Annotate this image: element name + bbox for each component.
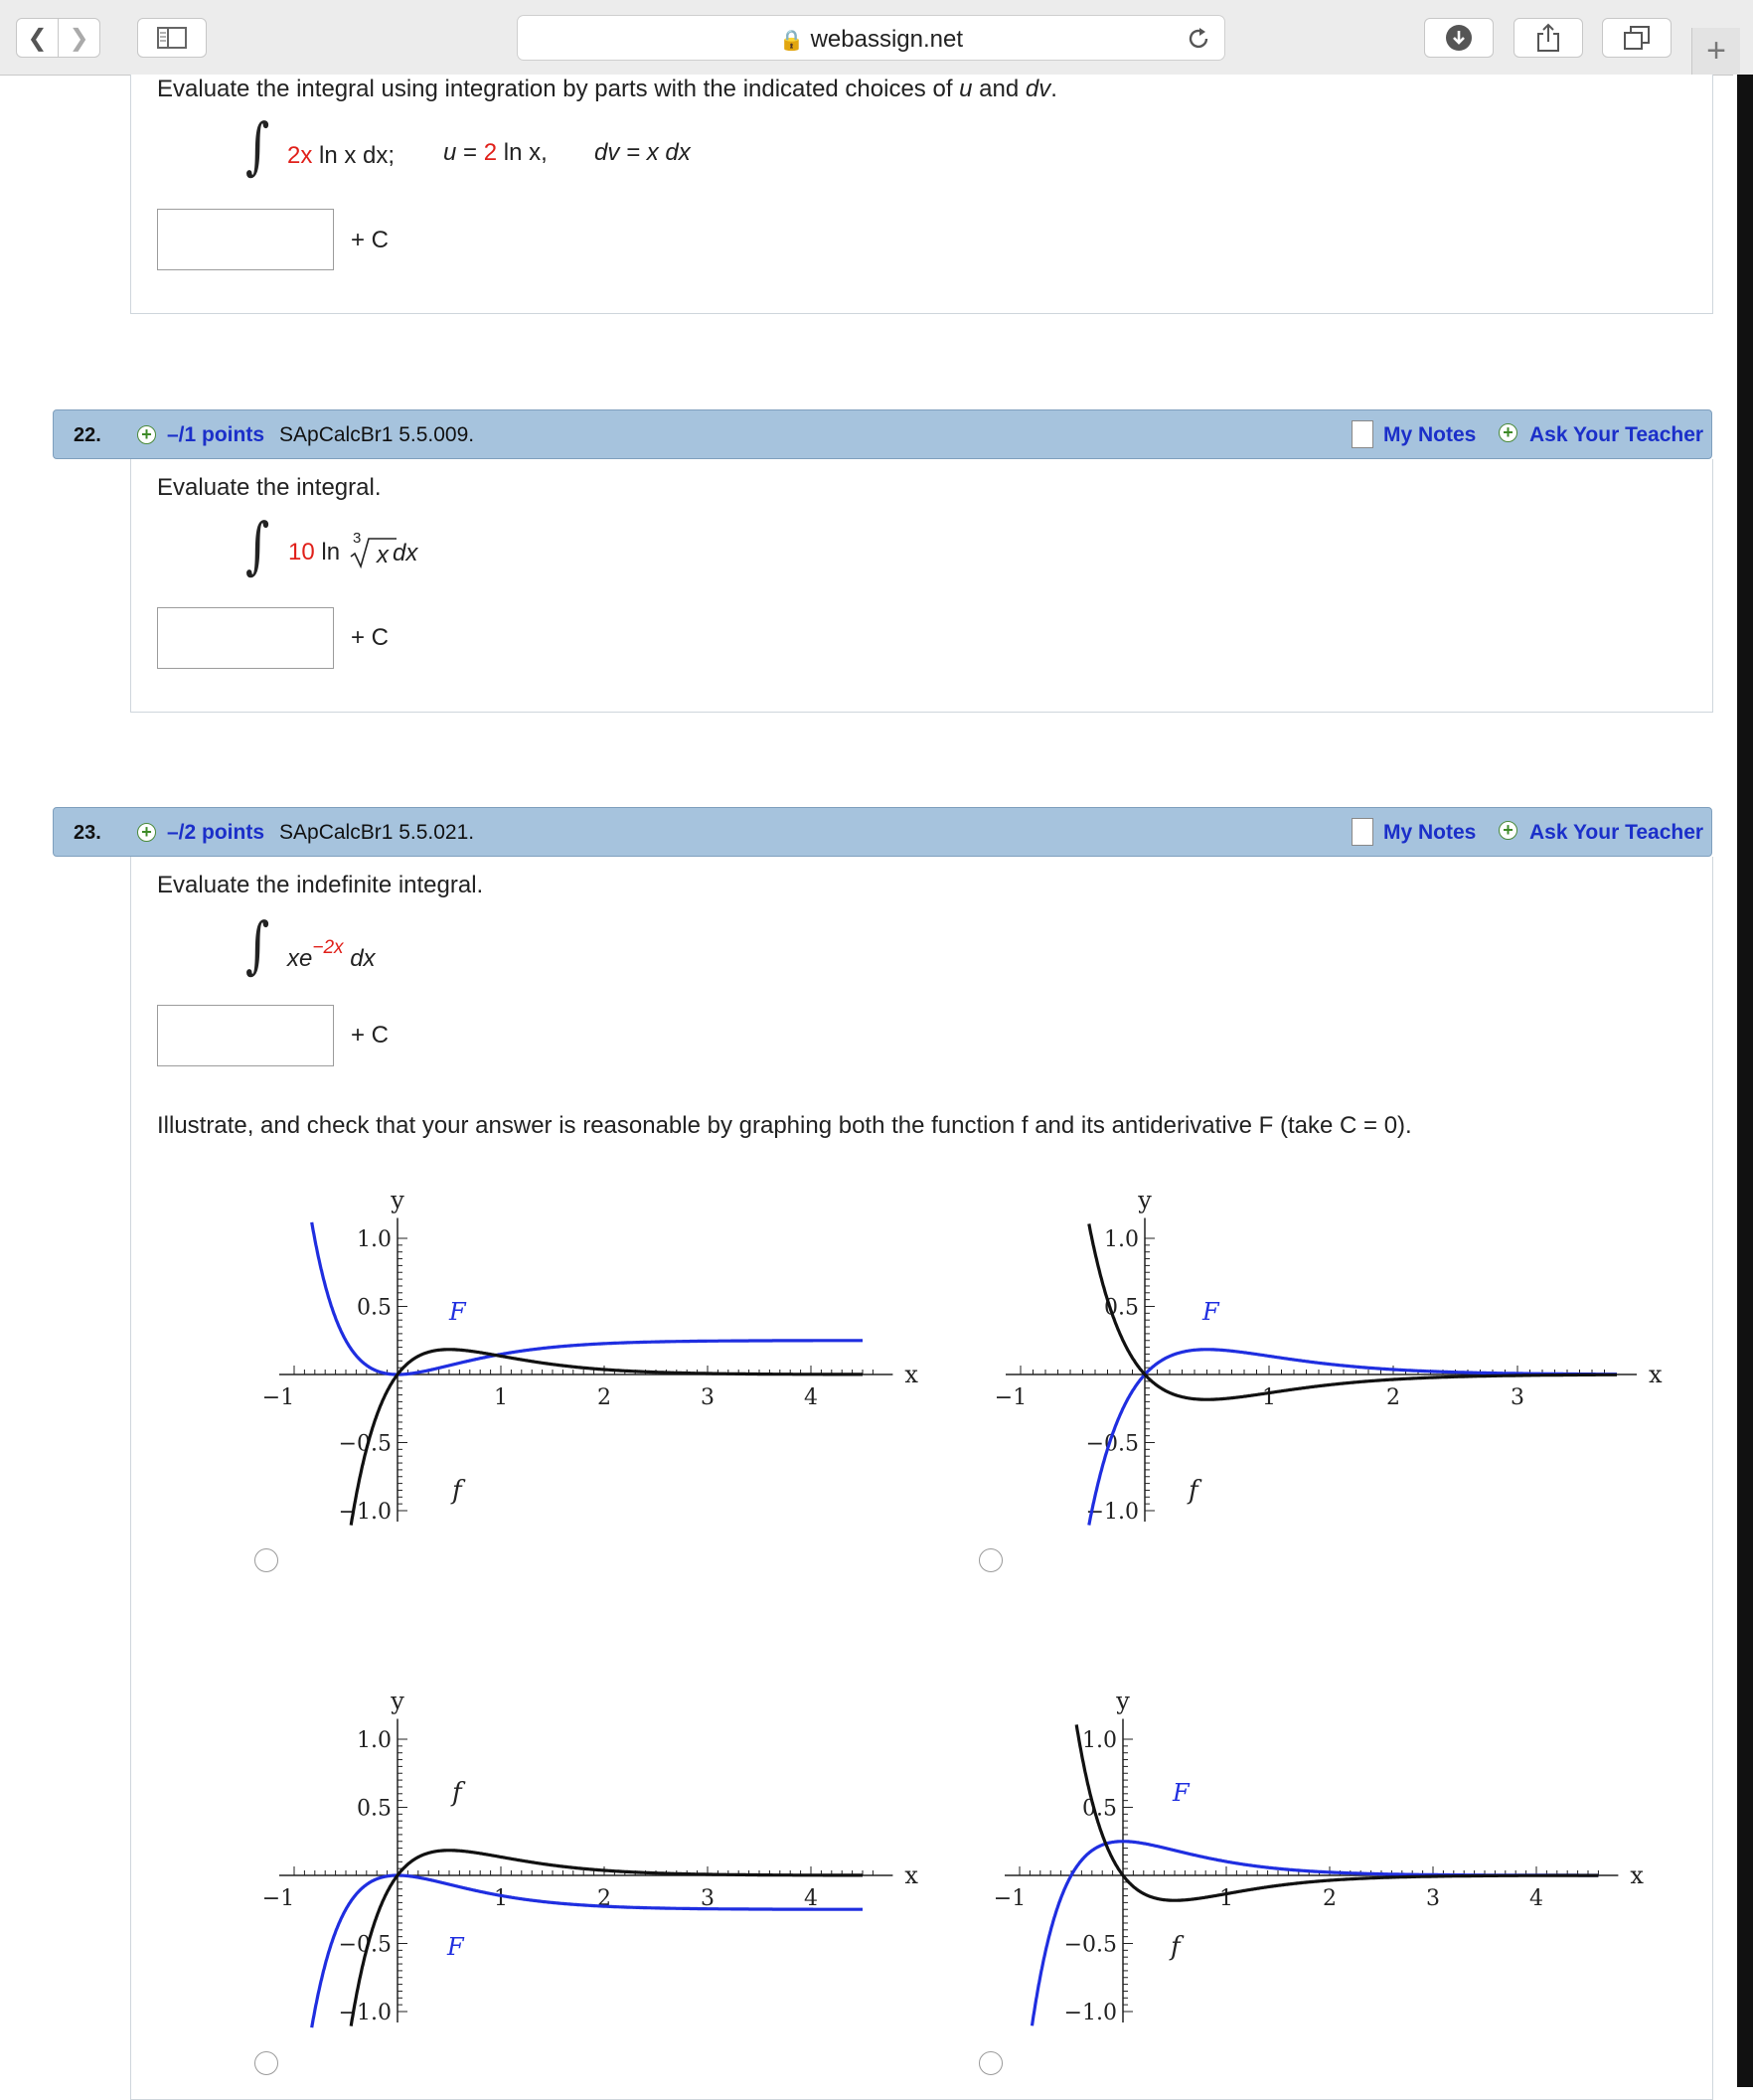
notes-doc-icon[interactable] xyxy=(1352,420,1373,448)
y-tick-label: 0.5 xyxy=(1104,1295,1139,1321)
url-text: webassign.net xyxy=(810,26,963,53)
y-tick-label: 0.5 xyxy=(357,1295,392,1321)
y-tick-label: −1.0 xyxy=(1085,1500,1139,1525)
x-tick-label: 1 xyxy=(1219,1886,1233,1911)
problem-code: SApCalcBr1 5.5.021. xyxy=(279,821,475,844)
x-tick-label: 3 xyxy=(701,1886,715,1911)
y-tick-label: 0.5 xyxy=(1082,1796,1117,1822)
share-button[interactable] xyxy=(1514,18,1583,58)
F-antiderivative-curve xyxy=(312,1222,863,1374)
radio-option-c[interactable] xyxy=(254,2051,278,2075)
back-icon: ❮ xyxy=(27,24,48,52)
radical-icon xyxy=(349,537,398,568)
x-axis-label: x xyxy=(1630,1861,1644,1889)
radio-option-a[interactable] xyxy=(254,1548,278,1572)
new-tab-button[interactable]: + xyxy=(1691,28,1740,75)
reload-icon[interactable] xyxy=(1186,26,1211,52)
radio-option-d[interactable] xyxy=(979,2051,1003,2075)
tabs-button[interactable] xyxy=(1602,18,1672,58)
graph-option-c xyxy=(258,1652,918,2079)
question-number: 22. xyxy=(74,424,101,446)
ask-plus-icon[interactable]: + xyxy=(1499,821,1517,840)
q23-integrand: $xe^{-2x}$ dx xyxy=(287,937,376,972)
y-tick-label: 1.0 xyxy=(1082,1728,1117,1753)
q21-plus-c: + C xyxy=(351,227,390,253)
q22-prompt: Evaluate the integral. xyxy=(157,474,382,501)
x-tick-label: 3 xyxy=(1511,1385,1524,1410)
lock-icon: 🔒 xyxy=(778,30,804,52)
y-tick-label: 1.0 xyxy=(357,1227,392,1252)
expand-plus-icon[interactable]: + xyxy=(137,425,156,444)
q23-plus-c: + C xyxy=(351,1022,390,1049)
question-21-panel xyxy=(130,75,1713,314)
x-tick-label: 2 xyxy=(1323,1886,1337,1911)
q22-plus-c: + C xyxy=(351,624,390,651)
f-function-curve xyxy=(351,1350,863,1526)
x-tick-label: 4 xyxy=(804,1886,818,1911)
F-curve-label: F xyxy=(447,1933,464,1961)
points-link[interactable]: –/2 points xyxy=(167,821,265,844)
x-tick-label: −1 xyxy=(261,1886,295,1911)
y-axis-label: y xyxy=(1138,1186,1152,1214)
y-tick-label: −1.0 xyxy=(1063,2001,1117,2025)
integral-sign: ∫ xyxy=(245,908,270,981)
x-axis-label: x xyxy=(1649,1361,1663,1388)
radio-option-b[interactable] xyxy=(979,1548,1003,1572)
q22-answer-input[interactable] xyxy=(157,607,334,669)
sidebar-button[interactable] xyxy=(137,18,207,58)
y-axis-label: y xyxy=(391,1687,404,1715)
q21-prompt: Evaluate the integral using integration by parts with the indicated choices of u and dv. xyxy=(157,76,1057,102)
graph-option-d xyxy=(994,1652,1650,2079)
q23-prompt: Evaluate the indefinite integral. xyxy=(157,872,484,898)
q22-radicand: x xyxy=(377,542,389,568)
back-button[interactable] xyxy=(16,18,59,58)
f-curve-label: f xyxy=(452,1778,462,1808)
F-curve-label: F xyxy=(449,1298,466,1326)
f-curve-label: f xyxy=(1189,1476,1198,1506)
graph-option-b xyxy=(994,1151,1663,1558)
question-number: 23. xyxy=(74,822,101,844)
x-tick-label: −1 xyxy=(993,1886,1027,1911)
ask-teacher-link[interactable]: Ask Your Teacher xyxy=(1529,821,1704,844)
x-tick-label: 1 xyxy=(1262,1385,1276,1410)
tabs-icon xyxy=(1623,25,1651,51)
address-bar[interactable] xyxy=(517,15,1225,61)
browser-toolbar xyxy=(0,0,1753,76)
y-axis-label: y xyxy=(391,1186,404,1214)
x-tick-label: 2 xyxy=(1386,1385,1400,1410)
forward-button[interactable] xyxy=(58,18,100,58)
my-notes-link[interactable]: My Notes xyxy=(1383,821,1477,844)
ask-plus-icon[interactable]: + xyxy=(1499,423,1517,442)
download-button[interactable] xyxy=(1424,18,1494,58)
x-axis-label: x xyxy=(904,1361,918,1388)
y-tick-label: −0.5 xyxy=(338,1431,392,1457)
q21-u-choice: u = 2 ln x, xyxy=(443,139,548,166)
graph-option-a xyxy=(258,1151,918,1558)
ask-teacher-link[interactable]: Ask Your Teacher xyxy=(1529,423,1704,446)
question-23-header xyxy=(53,807,1712,857)
x-tick-label: 1 xyxy=(494,1886,508,1911)
f-function-curve xyxy=(351,1851,863,2026)
y-tick-label: −0.5 xyxy=(1085,1431,1139,1457)
F-curve-label: F xyxy=(1173,1779,1190,1807)
problem-code: SApCalcBr1 5.5.009. xyxy=(279,423,475,446)
y-tick-label: 1.0 xyxy=(357,1728,392,1753)
x-tick-label: 4 xyxy=(804,1385,818,1410)
y-tick-label: 0.5 xyxy=(357,1796,392,1822)
x-tick-label: −1 xyxy=(994,1385,1028,1410)
integral-sign: ∫ xyxy=(245,109,270,182)
expand-plus-icon[interactable]: + xyxy=(137,823,156,842)
y-axis-label: y xyxy=(1116,1687,1130,1715)
f-curve-label: f xyxy=(452,1476,462,1506)
y-tick-label: 1.0 xyxy=(1104,1227,1139,1252)
x-axis-label: x xyxy=(904,1861,918,1889)
question-22-header xyxy=(53,409,1712,459)
f-curve-label: f xyxy=(1171,1932,1181,1962)
q22-integrand: 10 ln xyxy=(288,539,341,565)
q21-integrand: 2x ln x dx; xyxy=(287,142,396,169)
notes-doc-icon[interactable] xyxy=(1352,818,1373,846)
q22-dx: dx xyxy=(393,540,418,566)
x-tick-label: 2 xyxy=(597,1886,611,1911)
y-tick-label: −1.0 xyxy=(338,2001,392,2025)
x-tick-label: 1 xyxy=(494,1385,508,1410)
x-tick-label: 2 xyxy=(597,1385,611,1410)
q21-dv-choice: dv = x dx xyxy=(594,139,691,166)
scrollbar[interactable] xyxy=(1737,75,1753,2087)
x-tick-label: −1 xyxy=(261,1385,295,1410)
y-tick-label: −1.0 xyxy=(338,1500,392,1525)
F-curve-label: F xyxy=(1202,1298,1219,1326)
F-antiderivative-curve xyxy=(312,1875,863,2027)
x-tick-label: 4 xyxy=(1529,1886,1543,1911)
my-notes-link[interactable]: My Notes xyxy=(1383,423,1477,446)
points-link[interactable]: –/1 points xyxy=(167,423,265,446)
share-icon xyxy=(1535,23,1561,53)
download-icon xyxy=(1445,24,1473,52)
integral-sign: ∫ xyxy=(245,509,270,581)
q22-root-index: 3 xyxy=(353,530,362,547)
y-tick-label: −0.5 xyxy=(338,1932,392,1958)
sidebar-icon xyxy=(157,27,187,49)
x-tick-label: 3 xyxy=(701,1385,715,1410)
q23-illustrate-text: Illustrate, and check that your answer is reasonable by graphing both the function f and its antiderivative F (take C = 0). xyxy=(157,1112,1412,1139)
q23-answer-input[interactable] xyxy=(157,1005,334,1066)
x-tick-label: 3 xyxy=(1426,1886,1440,1911)
q21-answer-input[interactable] xyxy=(157,209,334,270)
forward-icon: ❯ xyxy=(69,24,89,52)
y-tick-label: −0.5 xyxy=(1063,1932,1117,1958)
